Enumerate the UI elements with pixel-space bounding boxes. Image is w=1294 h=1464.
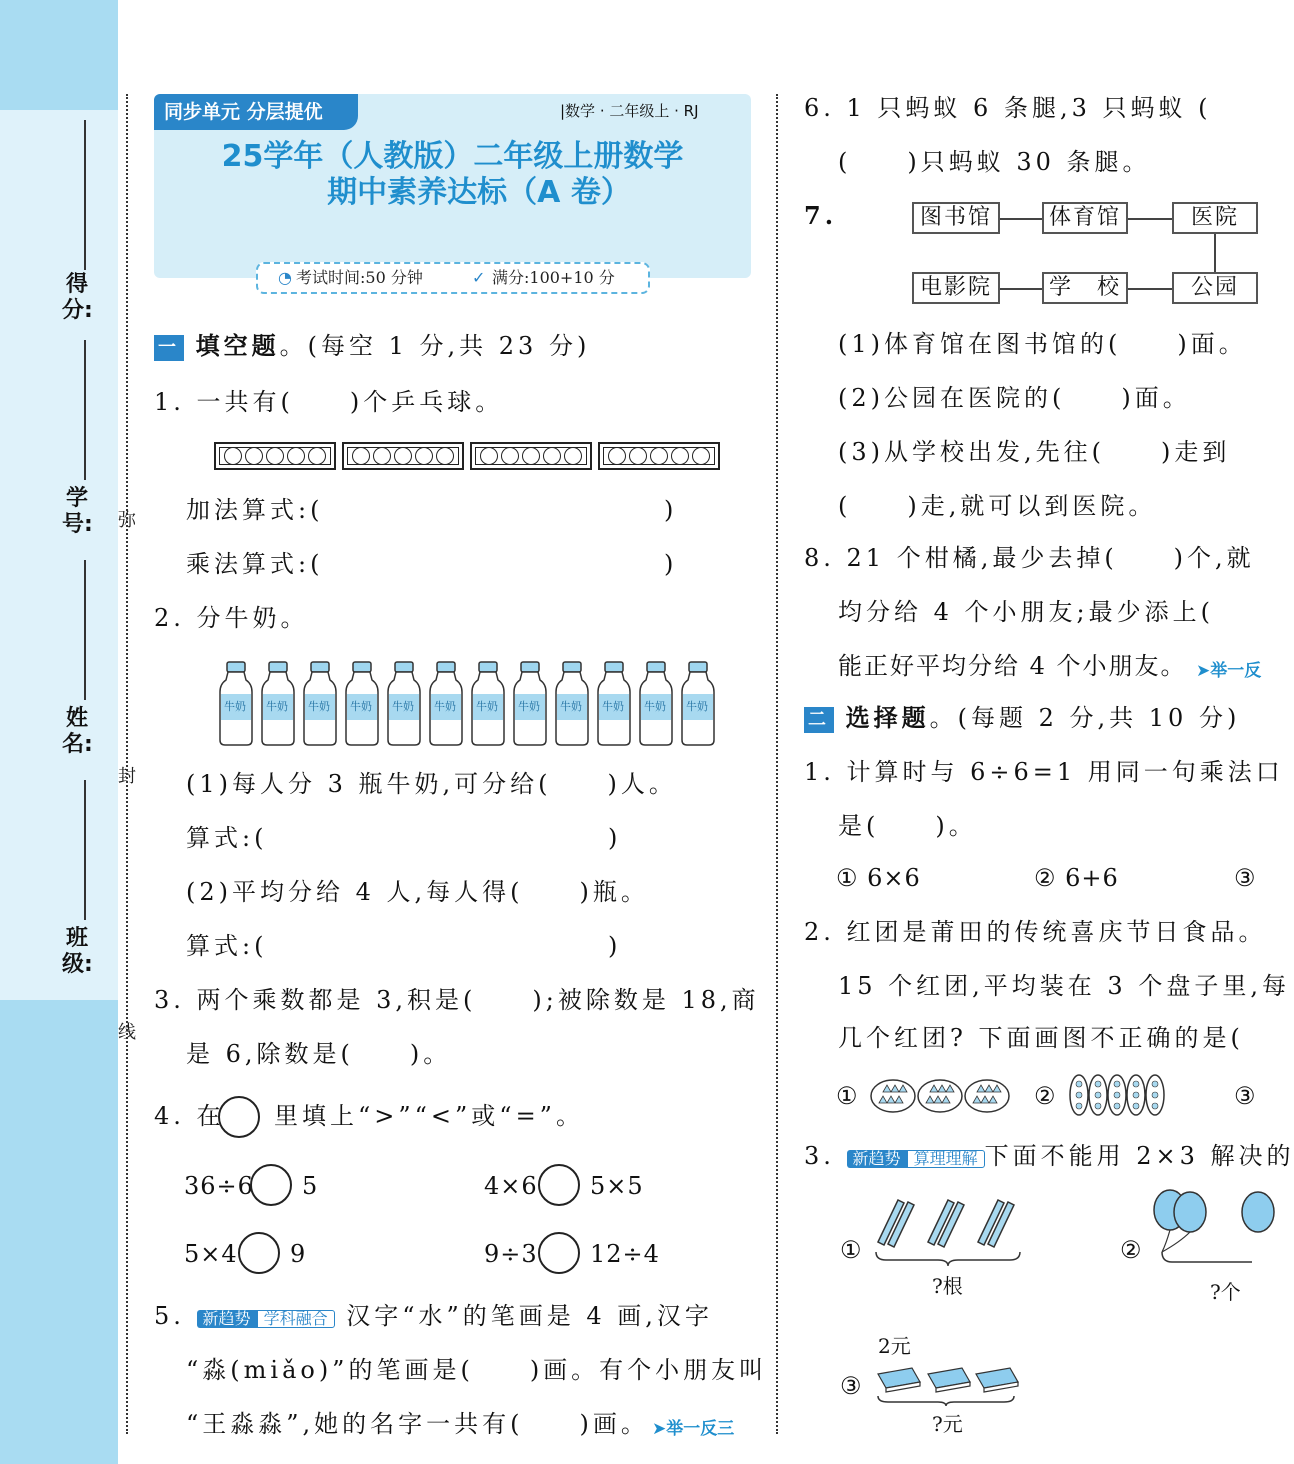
class-line [84, 780, 86, 920]
milk-bottle: 牛奶 [260, 660, 296, 746]
c1-option1[interactable]: ① 6×6 [836, 864, 921, 892]
reasoning-tag: 算理理解 [907, 1150, 985, 1168]
q5-line3: “王淼淼”,她的名字一共有( )画。 [186, 1410, 649, 1438]
c3-option2[interactable]: ② [1120, 1236, 1146, 1264]
trend-tag: 新趋势 [847, 1150, 907, 1168]
q1-mul-label: 乘法算式:( [186, 550, 324, 578]
map-cinema: 电影院 [912, 272, 1000, 304]
q4-b-left: 4×6 [484, 1172, 538, 1200]
q7-part4: ( )走,就可以到医院。 [838, 492, 1157, 520]
map-hospital: 医院 [1172, 202, 1258, 234]
q2-formula1: 算式:( [186, 824, 268, 852]
q4-a-right: 5 [302, 1172, 322, 1200]
name-label: 姓名: [62, 706, 93, 757]
c2-line1: 2. 红团是莆田的传统喜庆节日食品。 [804, 918, 1267, 946]
q2-formula2-close: ) [608, 932, 622, 960]
section1-heading [154, 334, 590, 361]
map-road [1128, 288, 1172, 290]
milk-bottle: 牛奶 [680, 660, 716, 746]
c3-option1[interactable]: ① [840, 1236, 866, 1264]
sticks-drawing [872, 1196, 1024, 1266]
map-school: 学 校 [1042, 272, 1128, 304]
compare-circle[interactable] [538, 1164, 580, 1206]
q2-formula2: 算式:( [186, 932, 268, 960]
q7-number: 7. [804, 201, 838, 230]
extension-link[interactable]: ➤举一反 [1196, 661, 1262, 681]
extension-link[interactable]: ➤举一反三 [652, 1419, 735, 1439]
c1-option3[interactable]: ③ [1234, 864, 1260, 892]
q7-part1: (1)体育馆在图书馆的( )面。 [838, 330, 1247, 358]
c2-option2[interactable]: ② [1034, 1082, 1060, 1110]
milk-bottle: 牛奶 [302, 660, 338, 746]
milk-bottle: 牛奶 [554, 660, 590, 746]
compare-circle[interactable] [250, 1164, 292, 1206]
ball-box-4 [598, 442, 720, 470]
q2-part1: (1)每人分 3 瓶牛奶,可分给( )人。 [186, 770, 677, 798]
ball-box-1 [214, 442, 336, 470]
q2-formula1-close: ) [608, 824, 622, 852]
section2-heading [804, 706, 1240, 733]
ball-box-2 [342, 442, 464, 470]
q5-line2: “淼(miǎo)”的笔画是( )画。有个小朋友叫 [186, 1356, 768, 1384]
map-road [1214, 234, 1216, 272]
q1-add-label: 加法算式:( [186, 496, 324, 524]
section2-note: 。(每题 2 分,共 10 分) [929, 704, 1241, 732]
check-icon: ✓ [472, 268, 486, 287]
series-tag: 同步单元 分层提优 [154, 94, 358, 130]
c2-line3: 几个红团? 下面画图不正确的是( [838, 1024, 1244, 1052]
c1-line2: 是( )。 [838, 812, 977, 840]
c2-option3[interactable]: ③ [1234, 1082, 1260, 1110]
milk-bottle: 牛奶 [386, 660, 422, 746]
ball-box-3 [470, 442, 592, 470]
c2-line2: 15 个红团,平均装在 3 个盘子里,每 [838, 972, 1290, 1000]
clock-icon: ◔ [278, 268, 292, 287]
section1-title: 填空题 [195, 332, 280, 360]
section2-title: 选择题 [845, 704, 930, 732]
exam-time: 考试时间:50 分钟 [296, 268, 423, 287]
id-line [84, 340, 86, 480]
column-divider [776, 94, 778, 1434]
milk-bottle: 牛奶 [218, 660, 254, 746]
q8-line1: 8. 21 个柑橘,最少去掉( )个,就 [804, 544, 1255, 572]
q3-line1: 3. 两个乘数都是 3,积是( );被除数是 18,商 [154, 986, 760, 1014]
milk-bottle: 牛奶 [596, 660, 632, 746]
section1-badge: 一 [154, 335, 184, 361]
compare-circle[interactable] [538, 1232, 580, 1274]
map-library: 图书馆 [912, 202, 1000, 234]
q6-line2: ( )只蚂蚁 30 条腿。 [838, 148, 1151, 176]
q4-b-right: 5×5 [590, 1172, 644, 1200]
q4-d-right: 12÷4 [590, 1240, 660, 1268]
q1-text: 1. 一共有( )个乒乓球。 [154, 388, 504, 416]
map-road [1128, 218, 1172, 220]
q1-add-close: ) [664, 496, 678, 524]
q4-prefix: 4. 在 [154, 1102, 225, 1130]
map-road [1000, 288, 1042, 290]
q7-part3: (3)从学校出发,先往( )走到 [838, 438, 1231, 466]
c3-option2-label: ?个 [1210, 1280, 1241, 1304]
q6-line1: 6. 1 只蚂蚁 6 条腿,3 只蚂蚁 ( [804, 94, 1212, 122]
series-label: |数学 · 二年级上 · RJ [560, 102, 699, 120]
c3-line1: 3. 新趋势 算理理解 下面不能用 2×3 解决的 [804, 1142, 1294, 1170]
milk-bottle: 牛奶 [470, 660, 506, 746]
q1-mul-close: ) [664, 550, 678, 578]
class-label: 班级: [62, 926, 93, 977]
q2-part2: (2)平均分给 4 人,每人得( )瓶。 [186, 878, 649, 906]
milk-bottle: 牛奶 [428, 660, 464, 746]
q8-line2: 均分给 4 个小朋友;最少添上( [838, 598, 1214, 626]
q8-line3: 能正好平均分给 4 个小朋友。 [838, 652, 1187, 680]
name-line [84, 560, 86, 700]
plates-five-groups [1068, 1072, 1168, 1118]
section1-note: 。(每空 1 分,共 23 分) [279, 332, 591, 360]
plates-three-groups [870, 1076, 1012, 1116]
milk-bottle: 牛奶 [344, 660, 380, 746]
milk-bottle: 牛奶 [512, 660, 548, 746]
q3-line2: 是 6,除数是( )。 [186, 1040, 452, 1068]
c3-option3-price: 2元 [878, 1334, 911, 1358]
c3-option3[interactable]: ③ [840, 1372, 866, 1400]
compare-circle[interactable] [238, 1232, 280, 1274]
seal-char-xian: 线 [118, 1022, 136, 1043]
score-line [84, 120, 86, 270]
c1-line1: 1. 计算时与 6÷6=1 用同一句乘法口 [804, 758, 1284, 786]
seal-char-mi: 弥 [118, 510, 136, 531]
score-label: 得分: [62, 272, 93, 323]
c1-option2[interactable]: ② 6+6 [1034, 864, 1119, 892]
q4-c-right: 9 [290, 1240, 310, 1268]
q4-d-left: 9÷3 [484, 1240, 538, 1268]
exam-title-line1: 25学年（人教版）二年级上册数学 [221, 139, 684, 174]
c3-option3-label: ?元 [932, 1412, 963, 1436]
sidebar-deco-bottom [0, 1000, 118, 1464]
notebooks-drawing [872, 1360, 1024, 1408]
q5-line1: 5. 新趋势 学科融合 汉字“水”的笔画是 4 画,汉字 [154, 1302, 713, 1330]
q4-instruction: 里填上“>”“<”或“=”。 [274, 1102, 584, 1130]
seal-char-feng: 封 [118, 766, 136, 787]
full-score: 满分:100+10 分 [492, 268, 615, 287]
map-gym: 体育馆 [1042, 202, 1128, 234]
c3-option1-label: ?根 [932, 1274, 963, 1298]
sidebar-deco-top [0, 0, 118, 110]
trend-tag: 新趋势 [197, 1310, 257, 1328]
exam-info [256, 262, 650, 294]
balloons-drawing [1152, 1190, 1262, 1270]
map-park: 公园 [1172, 272, 1258, 304]
exam-title-line2: 期中素养达标（A 卷） [327, 175, 631, 210]
student-id-label: 学号: [62, 486, 93, 537]
c2-option1[interactable]: ① [836, 1082, 862, 1110]
q4-a-left: 36÷6 [184, 1172, 254, 1200]
subject-tag: 学科融合 [257, 1310, 335, 1328]
compare-circle [218, 1096, 260, 1138]
q7-part2: (2)公园在医院的( )面。 [838, 384, 1191, 412]
map-road [1000, 218, 1042, 220]
section2-badge: 二 [804, 707, 834, 733]
q4-c-left: 5×4 [184, 1240, 238, 1268]
milk-bottle: 牛奶 [638, 660, 674, 746]
q2-text: 2. 分牛奶。 [154, 604, 309, 632]
